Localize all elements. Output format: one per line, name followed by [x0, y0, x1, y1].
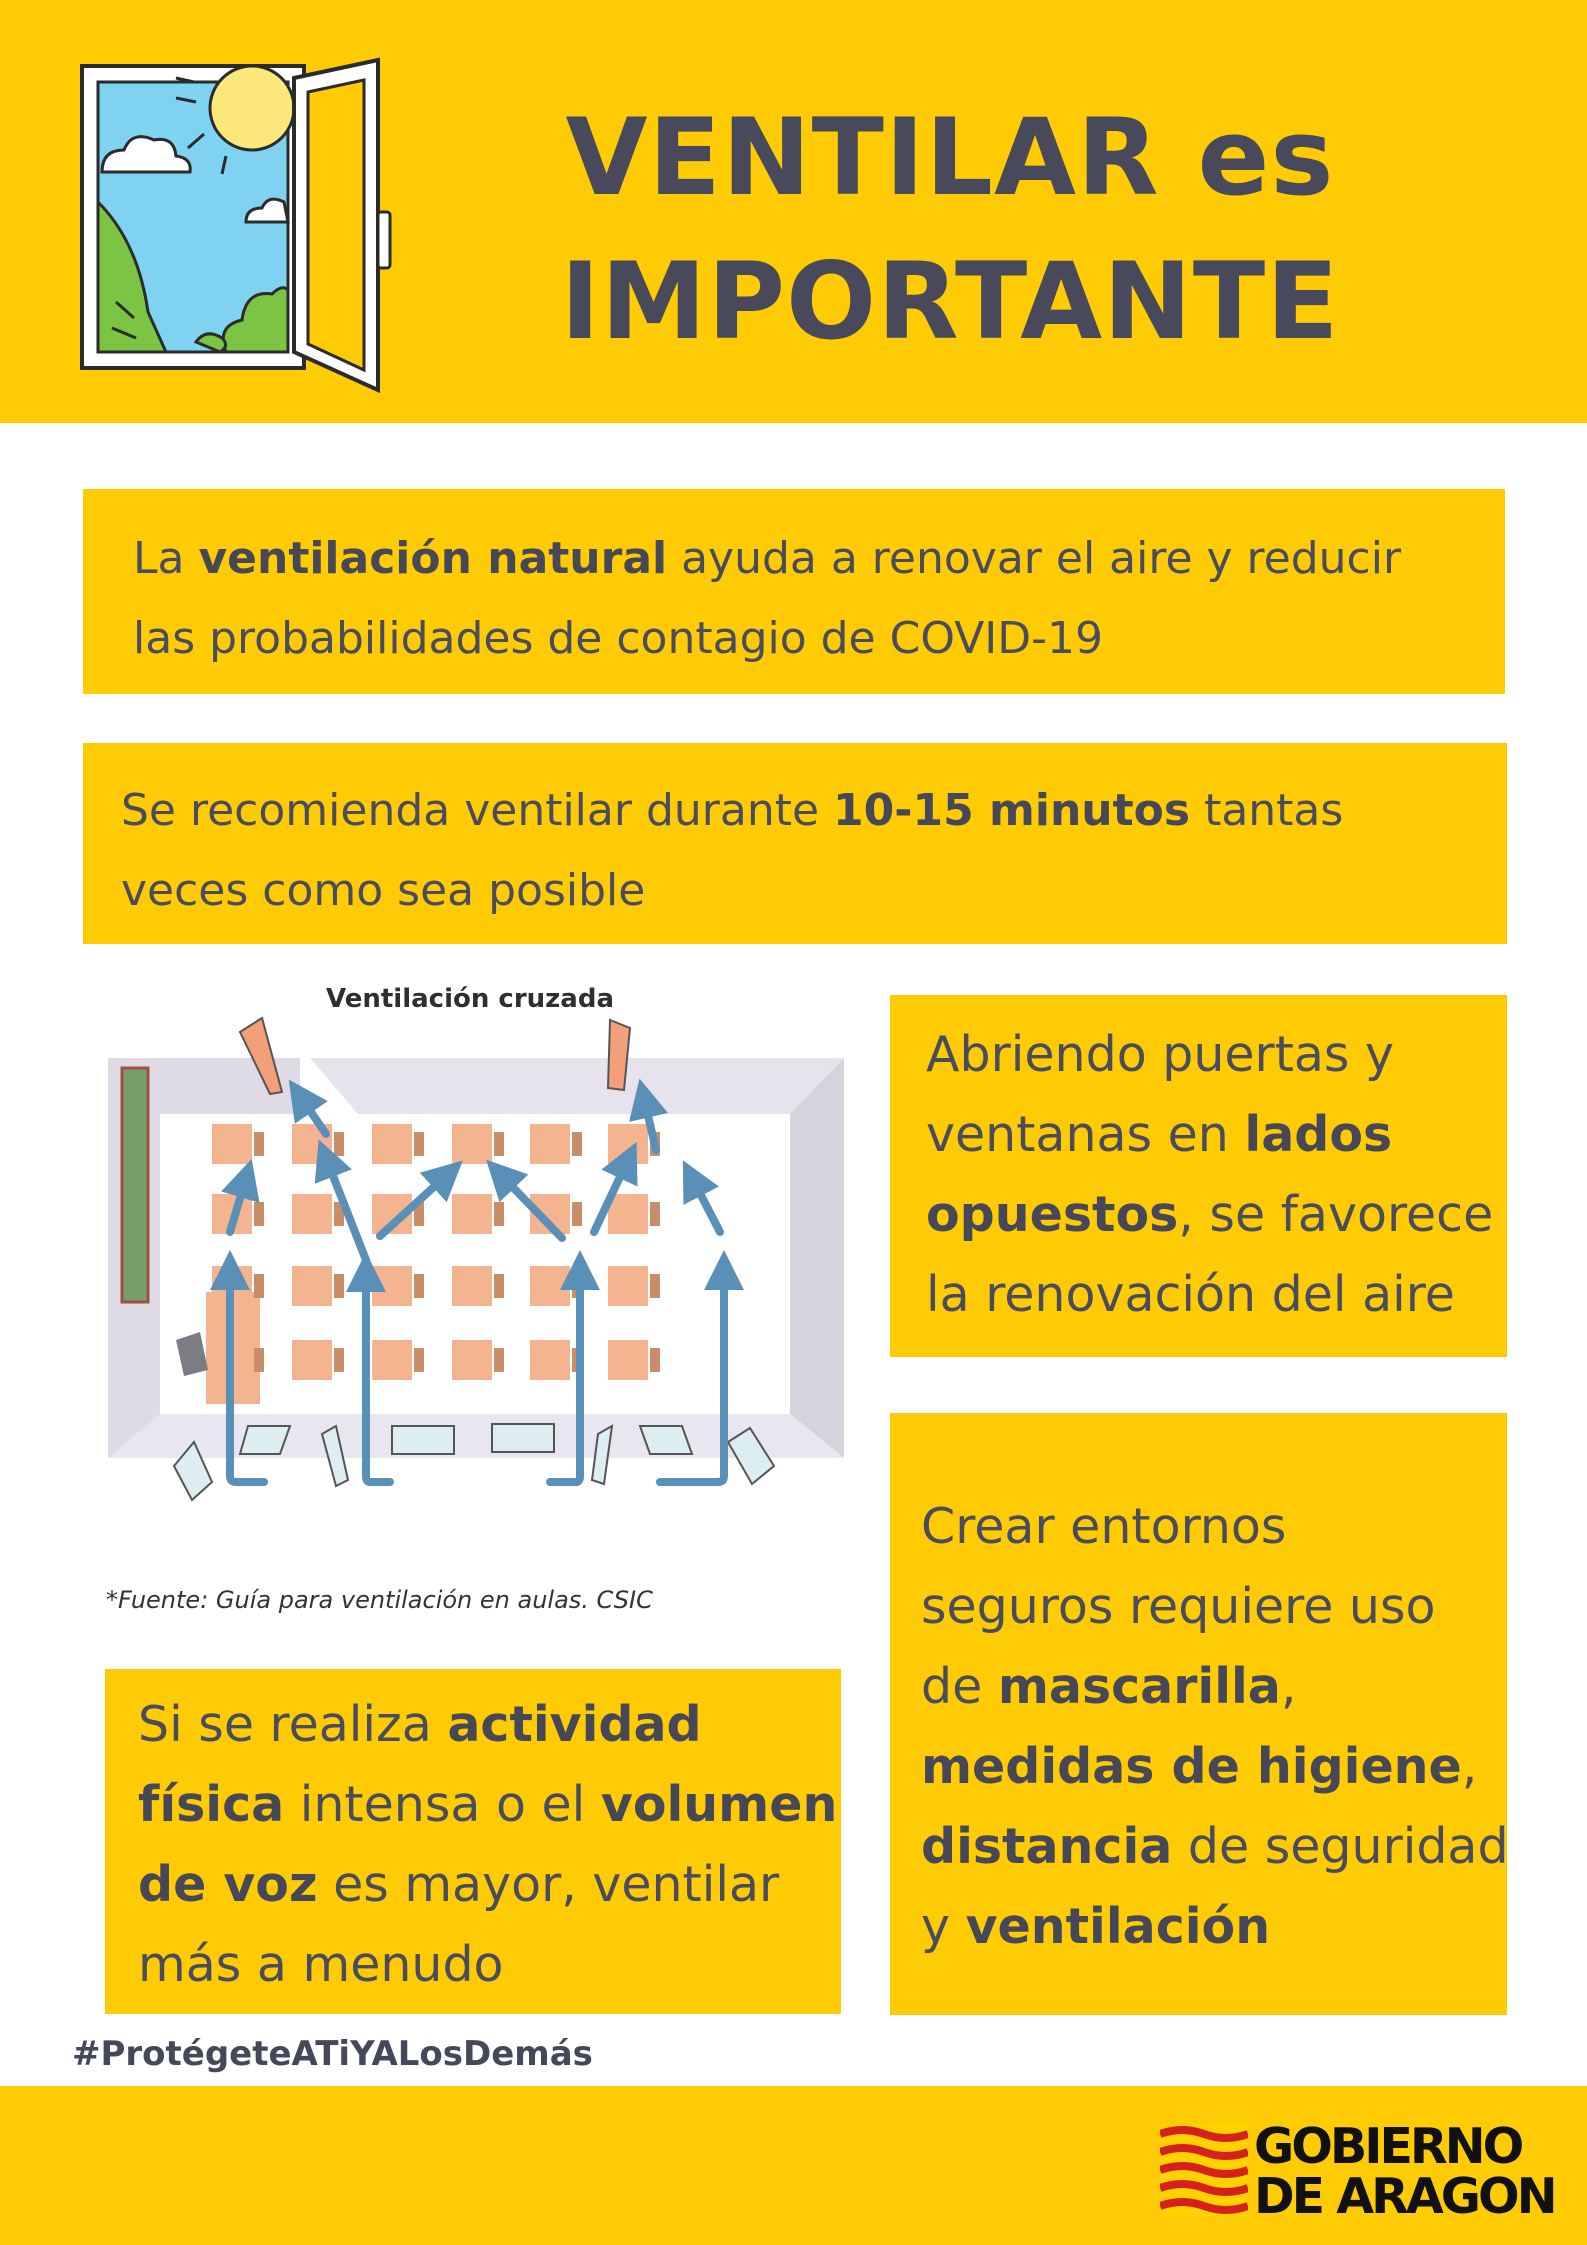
student-chair: [254, 1348, 264, 1372]
student-chair: [650, 1348, 660, 1372]
page-title-line-1: VENTILAR es: [565, 96, 1335, 219]
text-fragment: Se recomienda ventilar durante: [121, 785, 834, 836]
student-chair: [494, 1202, 504, 1226]
cross-ventilation-diagram: [100, 1010, 860, 1520]
text-fragment: y: [921, 1898, 966, 1955]
source-note: *Fuente: Guía para ventilación en aulas. CSIC: [106, 1586, 653, 1614]
student-desk: [372, 1340, 412, 1380]
window-closed: [492, 1424, 554, 1452]
emphasis-text: ventilación: [965, 1898, 1271, 1955]
text-fragment: de seguridad: [1172, 1818, 1509, 1875]
campaign-hashtag: #ProtégeteATiYALosDemás: [72, 2034, 593, 2074]
text-line: más a menudo: [138, 1936, 504, 1993]
student-desk: [452, 1266, 492, 1306]
student-chair: [254, 1202, 264, 1226]
info-box-physical-activity: [105, 1669, 841, 2014]
student-desk: [530, 1340, 570, 1380]
student-desk: [292, 1340, 332, 1380]
window-open: [640, 1426, 692, 1454]
emphasis-text: física: [138, 1776, 285, 1833]
student-chair: [334, 1274, 344, 1298]
text-fragment: Si se realiza: [138, 1696, 448, 1753]
student-chair: [494, 1274, 504, 1298]
text-fragment: ,: [1461, 1738, 1478, 1795]
student-desk: [372, 1124, 412, 1164]
emphasis-text: medidas de higiene: [921, 1738, 1462, 1795]
emphasis-text: 10-15 minutos: [833, 785, 1191, 836]
page-title-line-2: IMPORTANTE: [560, 240, 1340, 363]
text-fragment: ayuda a renovar el aire y reducir: [667, 533, 1402, 584]
student-chair: [414, 1348, 424, 1372]
text-line: veces como sea posible: [121, 865, 646, 916]
info-box-opposite-sides: [890, 995, 1507, 1357]
aragon-flag-icon: [1160, 2124, 1248, 2216]
emphasis-text: actividad: [447, 1696, 702, 1753]
emphasis-text: de voz: [138, 1856, 318, 1913]
student-desk: [452, 1340, 492, 1380]
text-line: las probabilidades de contagio de COVID-19: [133, 613, 1104, 664]
student-chair: [494, 1132, 504, 1156]
student-desk: [452, 1194, 492, 1234]
student-desk: [608, 1340, 648, 1380]
info-box-ventilation-duration: [83, 743, 1507, 944]
student-desk: [292, 1266, 332, 1306]
text-fragment: tantas: [1190, 785, 1344, 836]
student-desk: [292, 1194, 332, 1234]
student-desk: [452, 1124, 492, 1164]
text-fragment: de: [921, 1658, 998, 1715]
text-fragment: es mayor, ventilar: [317, 1856, 780, 1913]
text-line: Abriendo puertas y: [926, 1026, 1395, 1083]
text-fragment: ,: [1280, 1658, 1297, 1715]
blackboard: [122, 1068, 148, 1302]
student-chair: [572, 1202, 582, 1226]
student-chair: [572, 1132, 582, 1156]
diagram-title: Ventilación cruzada: [326, 984, 614, 1014]
text-fragment: La: [133, 533, 199, 584]
student-chair: [334, 1132, 344, 1156]
text-line: Crear entornos: [921, 1498, 1287, 1555]
info-box-natural-ventilation: [83, 489, 1505, 694]
student-chair: [494, 1348, 504, 1372]
student-chair: [334, 1348, 344, 1372]
student-chair: [650, 1274, 660, 1298]
text-fragment: intensa o el: [284, 1776, 601, 1833]
info-box-safe-environments: [890, 1413, 1507, 2015]
student-desk: [530, 1124, 570, 1164]
student-desk: [530, 1266, 570, 1306]
window-open: [240, 1426, 290, 1454]
student-chair: [414, 1274, 424, 1298]
open-window-illustration: [76, 52, 396, 397]
room-wall-top: [310, 1058, 844, 1114]
emphasis-text: distancia: [921, 1818, 1173, 1875]
text-fragment: , se favorece: [1178, 1186, 1494, 1243]
text-line: seguros requiere uso: [921, 1578, 1436, 1635]
student-chair: [254, 1132, 264, 1156]
emphasis-text: ventilación natural: [198, 533, 668, 584]
student-desk: [372, 1266, 412, 1306]
student-desk: [212, 1124, 252, 1164]
emphasis-text: lados: [1244, 1106, 1393, 1163]
student-desk: [608, 1266, 648, 1306]
emphasis-text: volumen: [600, 1776, 838, 1833]
government-logo-text: [1254, 2118, 1555, 2225]
text-line: la renovación del aire: [926, 1266, 1455, 1323]
student-desk: [608, 1194, 648, 1234]
room-wall-right: [790, 1058, 844, 1458]
student-chair: [414, 1132, 424, 1156]
logo-line-1: GOBIERNO: [1254, 2118, 1522, 2175]
student-chair: [650, 1202, 660, 1226]
emphasis-text: opuestos: [926, 1186, 1179, 1243]
student-chair: [254, 1274, 264, 1298]
text-fragment: ventanas en: [926, 1106, 1245, 1163]
window-closed: [392, 1426, 454, 1454]
logo-line-2: DE ARAGON: [1254, 2168, 1555, 2225]
emphasis-text: mascarilla: [997, 1658, 1281, 1715]
